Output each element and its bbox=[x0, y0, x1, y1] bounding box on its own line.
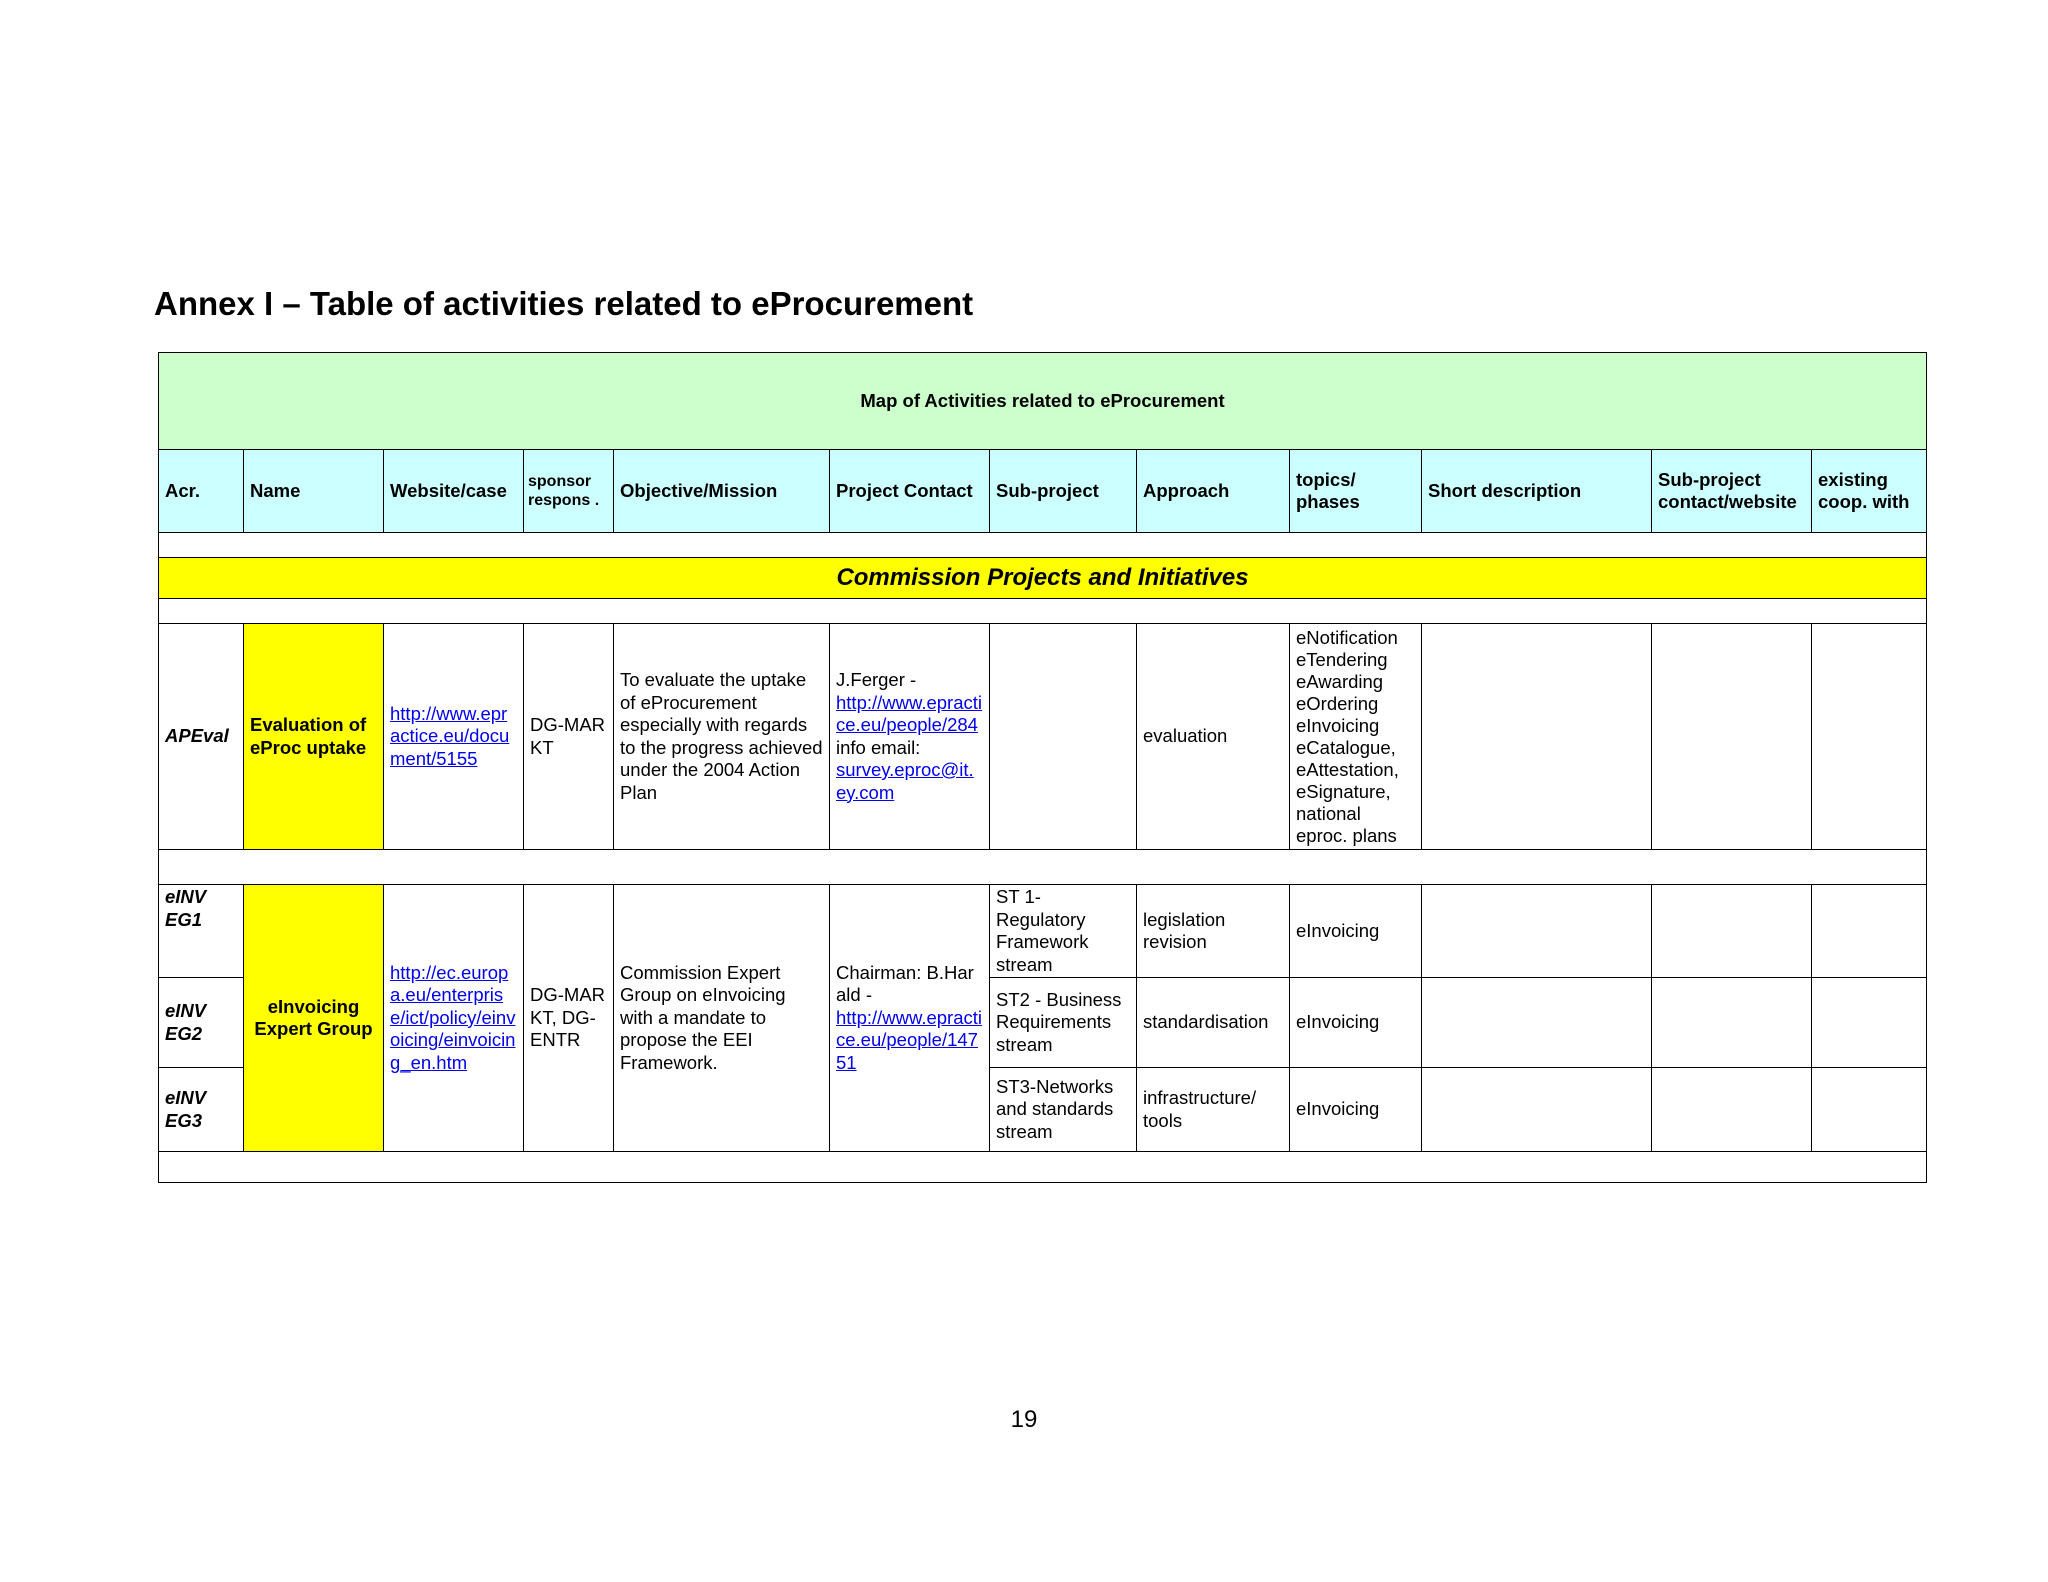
description-apeval bbox=[1422, 624, 1652, 850]
approach-einv-eg1: legislation revision bbox=[1137, 885, 1290, 978]
header-subproject-contact: Sub-project contact/website bbox=[1652, 450, 1812, 533]
header-contact: Project Contact bbox=[830, 450, 990, 533]
name-apeval: Evaluation of eProc uptake bbox=[244, 624, 384, 850]
spacer-row bbox=[159, 599, 1927, 624]
website-link-einv[interactable]: http://ec.europa.eu/enterprise/ict/policy/einvoicing/einvoicing_en.htm bbox=[390, 961, 516, 1073]
acr-einv-eg3: eINV EG3 bbox=[159, 1068, 244, 1152]
subproject-contact-einv-eg1 bbox=[1652, 885, 1812, 978]
sponsor-apeval: DG-MARKT bbox=[524, 624, 614, 850]
subproject-einv-eg3: ST3-Networks and standards stream bbox=[990, 1068, 1137, 1152]
header-row bbox=[159, 450, 1927, 533]
topic-item: eCatalogue, bbox=[1296, 736, 1396, 758]
contact-einv bbox=[830, 885, 990, 1152]
name-einv: eInvoicing Expert Group bbox=[244, 885, 384, 1152]
acr-einv-eg2: eINV EG2 bbox=[159, 978, 244, 1068]
contact-email-link[interactable]: survey.eproc@it.ey.com bbox=[836, 759, 974, 803]
header-coop: existing coop. with bbox=[1812, 450, 1927, 533]
description-einv-eg3 bbox=[1422, 1068, 1652, 1152]
header-objective: Objective/Mission bbox=[614, 450, 830, 533]
contact-info-label: info email: bbox=[836, 736, 921, 758]
activities-table bbox=[158, 352, 1926, 1183]
subproject-apeval bbox=[990, 624, 1137, 850]
contact-link-einv[interactable]: http://www.epractice.eu/people/14751 bbox=[836, 1006, 983, 1073]
sponsor-einv: DG-MARKT, DG-ENTR bbox=[524, 885, 614, 1152]
page-title: Annex I – Table of activities related to eProcurement bbox=[154, 285, 974, 322]
table-row-einv-eg1 bbox=[159, 885, 1927, 978]
topics-einv-eg2: eInvoicing bbox=[1290, 978, 1422, 1068]
header-topics: topics/ phases bbox=[1290, 450, 1422, 533]
acr-apeval: APEval bbox=[159, 624, 244, 850]
header-approach: Approach bbox=[1137, 450, 1290, 533]
topic-item: eOrdering bbox=[1296, 692, 1379, 714]
topic-item: eNotification bbox=[1296, 626, 1398, 648]
description-einv-eg2 bbox=[1422, 978, 1652, 1068]
topic-item: eTendering bbox=[1296, 648, 1388, 670]
subproject-contact-apeval bbox=[1652, 624, 1812, 850]
header-name: Name bbox=[244, 450, 384, 533]
description-einv-eg1 bbox=[1422, 885, 1652, 978]
subproject-einv-eg2: ST2 - Business Requirements stream bbox=[990, 978, 1137, 1068]
header-sponsor: sponsor respons . bbox=[524, 450, 614, 533]
approach-einv-eg2: standardisation bbox=[1137, 978, 1290, 1068]
topics-apeval bbox=[1290, 624, 1422, 850]
section-title: Commission Projects and Initiatives bbox=[159, 558, 1927, 599]
coop-einv-eg1 bbox=[1812, 885, 1927, 978]
spacer-row bbox=[159, 533, 1927, 558]
contact-name-einv: Chairman: B.Harald - bbox=[836, 961, 974, 1006]
topic-item: national eproc. plans bbox=[1296, 802, 1397, 846]
subproject-contact-einv-eg3 bbox=[1652, 1068, 1812, 1152]
objective-apeval: To evaluate the uptake of eProcurement especially with regards to the progress achieved under the 2004 Action Plan bbox=[614, 624, 830, 850]
header-website: Website/case bbox=[384, 450, 524, 533]
topics-einv-eg1: eInvoicing bbox=[1290, 885, 1422, 978]
header-description: Short description bbox=[1422, 450, 1652, 533]
topic-item: eAttestation, bbox=[1296, 758, 1399, 780]
topics-einv-eg3: eInvoicing bbox=[1290, 1068, 1422, 1152]
spacer-row bbox=[159, 850, 1927, 885]
topic-item: eSignature, bbox=[1296, 780, 1391, 802]
coop-apeval bbox=[1812, 624, 1927, 850]
map-title: Map of Activities related to eProcurement bbox=[159, 353, 1927, 450]
header-acr: Acr. bbox=[159, 450, 244, 533]
header-subproject: Sub-project bbox=[990, 450, 1137, 533]
approach-apeval: evaluation bbox=[1137, 624, 1290, 850]
table-row-apeval bbox=[159, 624, 1927, 850]
coop-einv-eg3 bbox=[1812, 1068, 1927, 1152]
page-number: 19 bbox=[1010, 1406, 1038, 1433]
approach-einv-eg3: infrastructure/ tools bbox=[1137, 1068, 1290, 1152]
spacer-row bbox=[159, 1152, 1927, 1183]
topic-item: eInvoicing bbox=[1296, 714, 1380, 736]
subproject-einv-eg1: ST 1- Regulatory Framework stream bbox=[990, 885, 1137, 978]
acr-einv-eg1: eINV EG1 bbox=[159, 885, 244, 978]
topic-item: eAwarding bbox=[1296, 670, 1384, 692]
website-link-apeval[interactable]: http://www.epractice.eu/document/5155 bbox=[390, 702, 510, 769]
subproject-contact-einv-eg2 bbox=[1652, 978, 1812, 1068]
contact-link-apeval[interactable]: http://www.epractice.eu/people/284 bbox=[836, 691, 983, 735]
contact-apeval bbox=[830, 624, 990, 850]
coop-einv-eg2 bbox=[1812, 978, 1927, 1068]
objective-einv: Commission Expert Group on eInvoicing with a mandate to propose the EEI Framework. bbox=[614, 885, 830, 1152]
contact-name-apeval: J.Ferger - bbox=[836, 669, 917, 690]
